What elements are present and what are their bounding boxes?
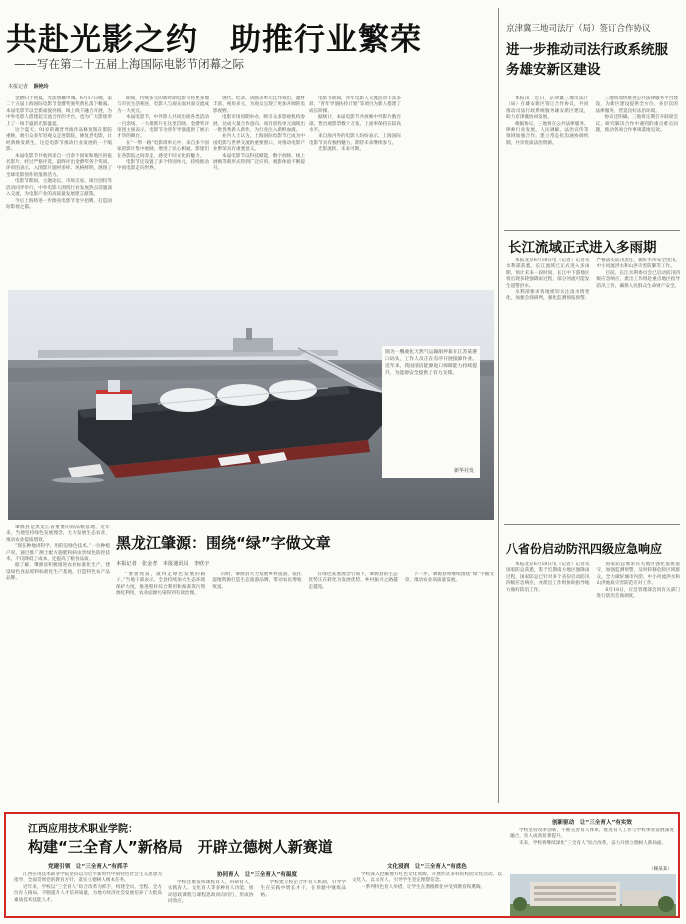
lead-body-col3: 现代、纪录、动画等单元佳作频出，题材丰富、视角多元，为观众呈现了更加开阔的电影视野。 电影市场同期举办，吸引众多影视机构参展，达成大量合作意向。项目创投单元涌现出一批优秀新人新作，为行业注入新鲜血液。 业内人士认为，上海国际电影节已成为中国电影与世界交流的重要窗口，对推动电影产业繁荣具有重要意义。 本届电影节以科技赋能，数字放映、线上展映等新形式得到广泛应用，观影体验不断提升。: [213, 96, 305, 172]
side-divider-2: [504, 524, 680, 525]
feature-section-3-heading: 文化浸润 让“三全育人”有底色: [386, 864, 468, 870]
flood-title: 八省份启动防汛四级应急响应: [506, 542, 663, 556]
heilongjiang-body: “要想致富，就得走绿色发展的路子。”当地干部表示，全县持续加大生态环境保护力度，推进秸秆综合利用和畜禽粪污资源化利用，农业面源污染得到有效治理。 同时，肇源县大力发展乡村旅游，依托湿地资源打造生态旅游品牌，带动农民增收致富。 在绿色发展理念引领下，肇源县的生态优势正在转化为发展优势，乡村振兴之路越走越宽。 下一步，肇源县将继续围绕“绿”字做文章，推动农业高质量发展。: [116, 572, 494, 597]
feature-section-4-heading: 创新驱动 让“三全育人”有实效: [551, 820, 633, 826]
heilongjiang-body-left: 肇源县是黑龙江省重要的商品粮基地，近年来，当地坚持绿色发展理念，大力发展生态农业，推动农业提质增效。 “现在种地讲科学，用的是绿色技术。”一位种植户说，通过推广测土配方施肥和病虫害绿色防控技术，不仅降低了成本，还提高了粮食品质。 据了解，肇源县积极推进农业标准化生产，建设绿色食品原料标准化生产基地，打造特色农产品品牌。: [6, 525, 110, 582]
flood-body: 本报北京6月18日电（记者）记者从国家防总获悉，鉴于近期南方地区强降雨过程，国家防总已针对多个省份启动防汛四级应急响应，并派出工作组协助指导地方做好防汛工作。 国家防总要求有关地区强化值班值守，加强监测预警，及时转移危险区域群众，全力做好城市内涝、中小河流洪水和山洪地质灾害防范应对工作。 6月18日，应急管理部会同有关部门进行防汛会商调度。: [506, 562, 680, 600]
feature-section-1: [14, 862, 162, 916]
side-top-body: 本报讯 近日，京津冀三地司法厅（局）在雄安新区签订合作协议，共同推动司法行政系统服务雄安新区建设，助力京津冀协同发展。 根据协议，三地将在公共法律服务、律师行业发展、人民调解、法治宣传等领域加强合作，建立常态化沟通协调机制，共享优质法治资源。 三地将加快推进公共法律服务平台建设，为新区建设提供全方位、多层次的法律服务，营造良好法治环境。 协议还明确，三地将定期召开联席会议，研究解决合作中遇到的重点难点问题，推动各项合作事项落地见效。: [506, 96, 678, 146]
feature-section-4: [510, 818, 674, 872]
feature-section-2: [168, 870, 346, 916]
feature-section-3: [352, 862, 502, 916]
feature-kicker: 江西应用技术职业学院：: [28, 824, 138, 835]
lead-body-col2: 期间，传统多元的新时期电影节将更多地与市民生活相连，电影人与观众面对面交流成为一大亮点。 本届电影节，中外影人共同出席各类活动一百余场，一大批新片在这里首映。金爵奖评审团主席表示，电影节为青年导演提供了展示才华的舞台。 在“一带一路”电影周单元中，来自多个国家的影片集中展映，增进了民心相通。影迷们在各影院之间奔走，感受不同文化的魅力。 电影节还设置了多个特别单元，持续推动中国电影走向世界。: [117, 96, 209, 172]
feature-title: 构建“三全育人”新格局 开辟立德树人新赛道: [28, 838, 333, 856]
column-rule: [498, 8, 499, 803]
lead-byline: [8, 83, 49, 90]
side-top-kicker: 京津冀三地司法厅（局）签订合作协议: [506, 24, 651, 34]
yangtze-title: 长江流域正式进入多雨期: [508, 240, 657, 256]
heilongjiang-byline: 本报记者 张金孝 本报通讯员 李欣宇: [116, 561, 210, 567]
feature-section-2-body: 学校注重发挥课程育人、科研育人、实践育人、文化育人等多种育人功能，推动思政课程与课程思政同向同行，形成协同效应。 学校建立校企合作育人机制，引导学生在实践中增长才干，在奉献中锤炼品格。: [168, 880, 346, 905]
lead-byline-name: 薛艳玲: [33, 84, 49, 90]
feature-section-2-heading: 协同育人 让“三全育人”有温度: [216, 872, 298, 878]
lead-body-col1: 金爵归于初夏，光影照耀申城。6月17日晚，第二十五届上海国际电影节金爵奖颁奖典礼落下帷幕。本届电影节以全新面貌亮相，线上线下融合开展，为中外电影人搭建起交流合作的平台，也为广大影迷奉上了一场丰盛的光影盛宴。 这个夏天，91岁的谢晋导演作品修复版在影院重映，吸引众多年轻观众走进影院。修复老电影，让经典焕发新生，这是电影节推动行业发展的一个缩影。 本届电影节共收到来自一百余个国家和地区的报名影片，经过严格评选，最终评出金爵奖各个奖项。评审团表示，入围影片题材多样、风格鲜明，展现了全球电影创作的蓬勃活力。 电影节期间，主题论坛、市场交易、项目创投等活动同步举行，中外电影人围绕行业发展热点话题深入交流，为电影产业的高质量发展建言献策。 今后上海将进一步擦亮电影节金字招牌，打造国际影视之都。: [6, 96, 112, 210]
lead-byline-label: 本报记者: [8, 84, 29, 90]
ship-caption-credit: 新华社发: [453, 468, 474, 474]
feature-section-4-body: 学校坚持改革创新，不断完善育人体系，推进育人工作与学校事业发展深度融合，育人成效显著提升。 未来，学校将继续深化“三全育人”综合改革，奋力开创立德树人新局面。: [510, 828, 674, 846]
feature-section-1-heading: 党建引领 让“三全育人”有抓手: [47, 864, 129, 870]
yangtze-body: 本报北京6月18日电（记者）记者从水利部获悉，长江流域已正式进入多雨期，预计未来一段时间，长江中下游地区将出现多轮强降雨过程，部分河流可能发生超警洪水。 水利部要求各地密切关注雨水情变化，加强会商研判，强化监测预报预警，严格落实防汛责任，做好水库安全度汛、中小河流洪水和山洪灾害防御等工作。 目前，长江水利委员会已启动防汛四级应急响应，派出工作组赴重点地区指导防汛工作，确保人民群众生命财产安全。: [506, 258, 680, 302]
lead-subtitle: ——写在第二十五届上海国际电影节闭幕之际: [14, 57, 244, 71]
campus-photo: [510, 874, 676, 916]
heilongjiang-title: 黑龙江肇源：围绕“绿”字做文章: [116, 534, 331, 552]
side-divider-1: [504, 230, 680, 231]
ship-caption-text: 图为一艘液化天然气运输船停靠在江苏某港口码头，工作人员正在有序开展接卸作业。近年来，我国清洁能源进口保障能力持续提升，为能源安全提供了有力支撑。: [385, 350, 477, 376]
campus-building-image: [510, 874, 676, 916]
lead-title: 共赴光影之约 助推行业繁荣: [6, 22, 422, 58]
lead-body-col4: 电影节期间，青年电影人交流活动丰富多彩，“青年导演扶持计划”等项目为新人搭建了成长阶梯。 据统计，本届电影节共放映中外影片数百部，售出观影票数十万张，上座率保持在较高水平。 来自海内外的电影人纷纷表示，上海国际电影节具有独特魅力，期待未来继续参与。 光影流转，未来可期。: [309, 96, 401, 153]
feature-section-3-body: 学校深入挖掘地方红色文化资源，开展形式多样的校园文化活动，以文化人、以文育人，引导学生坚定理想信念。 一系列特色育人举措，让学生在潜移默化中受到教育和熏陶。: [352, 872, 502, 890]
feature-box: [4, 812, 680, 918]
ship-caption-box: [382, 346, 480, 478]
side-top-title: 进一步推动司法行政系统服务雄安新区建设: [506, 42, 668, 78]
feature-section-1-body: 江西应用技术职业学院坚持以习近平新时代中国特色社会主义思想为指导，全面贯彻党的教育方针，落实立德树人根本任务。 近年来，学校以“三全育人”综合改革为抓手，构建全员、全程、全方位育人格局，不断提升人才培养质量，为地方经济社会发展培养了大批高素质技术技能人才。: [14, 872, 162, 903]
feature-author: （赖某某）: [649, 867, 672, 872]
